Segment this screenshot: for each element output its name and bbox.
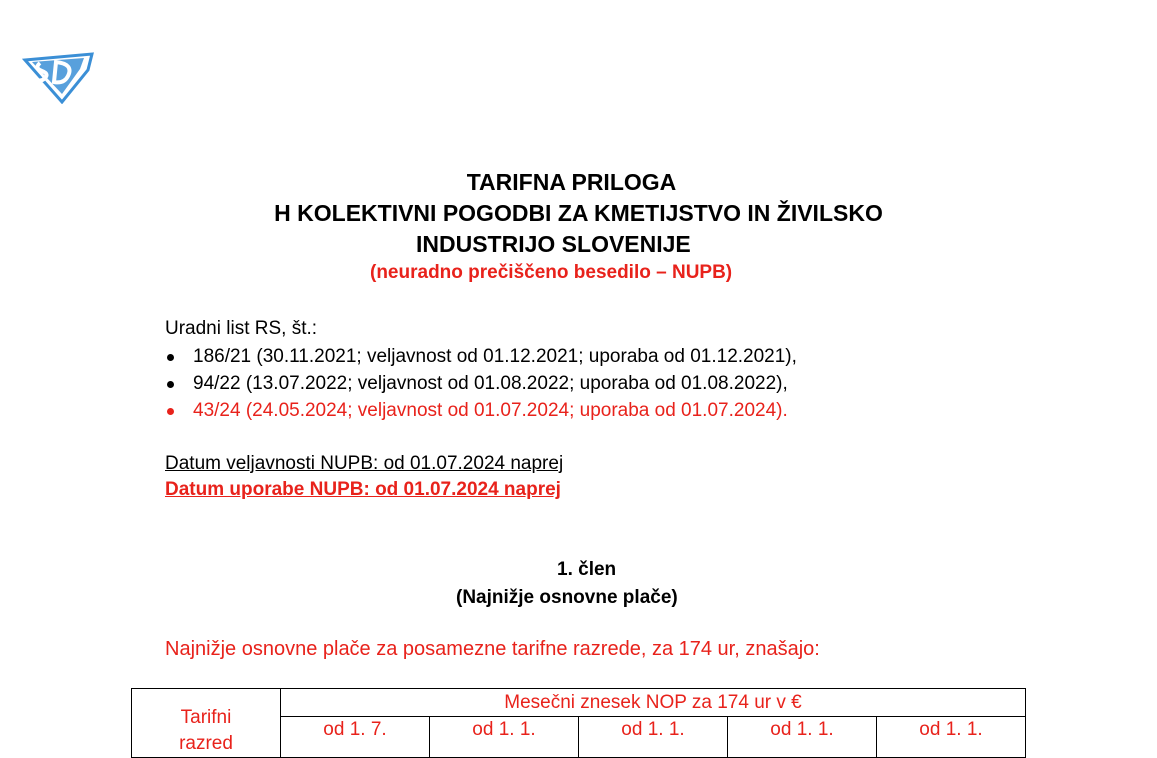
gazette-item-highlighted: 43/24 (24.05.2024; veljavnost od 01.07.2024; uporaba od 01.07.2024). bbox=[165, 397, 797, 424]
gazette-list bbox=[165, 343, 797, 424]
tariff-class-header bbox=[132, 689, 281, 758]
group-header: Mesečni znesek NOP za 174 ur v € bbox=[281, 689, 1026, 717]
column-header: od 1. 1. bbox=[579, 717, 728, 758]
title-line-3: INDUSTRIJO SLOVENIJE bbox=[416, 231, 691, 257]
validity-date: Datum veljavnosti NUPB: od 01.07.2024 naprej bbox=[165, 453, 564, 474]
tariff-class-header-line1: Tarifni bbox=[180, 707, 232, 728]
article-number: 1. člen bbox=[557, 559, 617, 580]
intro-text: Najnižje osnovne plače za posamezne tarifne razrede, za 174 ur, znašajo: bbox=[165, 638, 820, 660]
tariff-table bbox=[131, 688, 1026, 758]
tariff-class-header-line2: razred bbox=[179, 733, 233, 754]
article-heading: (Najnižje osnovne plače) bbox=[456, 587, 678, 608]
subtitle: (neuradno prečiščeno besedilo – NUPB) bbox=[370, 262, 733, 283]
gazette-item: 94/22 (13.07.2022; veljavnost od 01.08.2022; uporaba od 01.08.2022), bbox=[165, 370, 797, 397]
column-header: od 1. 1. bbox=[877, 717, 1026, 758]
column-header: od 1. 7. bbox=[281, 717, 430, 758]
title-line-1: TARIFNA PRILOGA bbox=[466, 169, 677, 195]
title-line-2: H KOLEKTIVNI POGODBI ZA KMETIJSTVO IN ŽIVILSKO bbox=[274, 200, 883, 226]
column-header: od 1. 1. bbox=[430, 717, 579, 758]
use-date: Datum uporabe NUPB: od 01.07.2024 naprej bbox=[165, 479, 561, 500]
sd-shield-logo-icon bbox=[22, 50, 96, 104]
gazette-label: Uradni list RS, št.: bbox=[165, 318, 318, 339]
column-header: od 1. 1. bbox=[728, 717, 877, 758]
gazette-item: 186/21 (30.11.2021; veljavnost od 01.12.2021; uporaba od 01.12.2021), bbox=[165, 343, 797, 370]
